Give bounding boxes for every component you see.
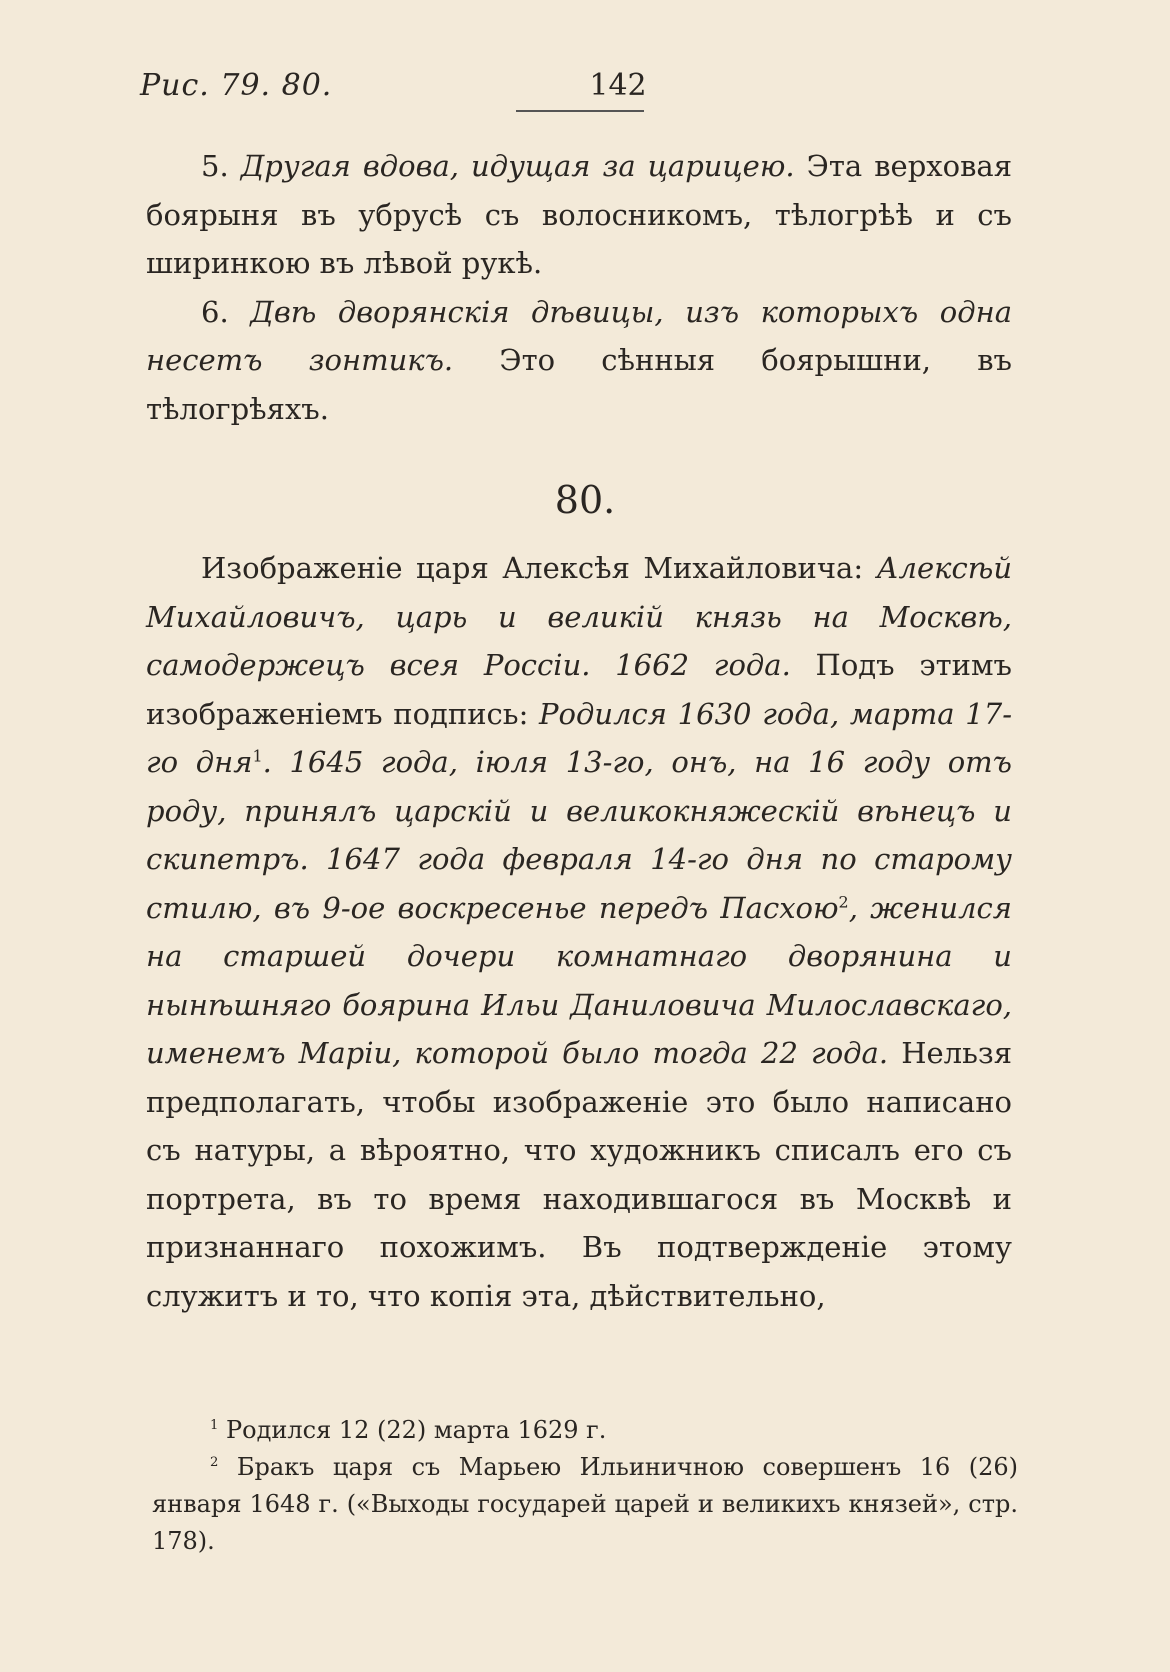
caption-text: Родился 1630 года, марта 17-го дня	[146, 696, 1012, 779]
item-number: 6.	[201, 294, 251, 329]
page-number: 142	[589, 68, 647, 103]
section-number: 80.	[554, 478, 616, 522]
item-number: 5.	[201, 149, 241, 183]
footnote-text: Родился 12 (22) марта 1629 г.	[218, 1416, 607, 1444]
item-text: Эта верховая боярыня въ убрусѣ съ волосникомъ, тѣлогрѣѣ и съ ширинкою въ лѣвой рукѣ.	[146, 149, 1012, 280]
list-item	[146, 142, 1012, 288]
text-run: Подъ этимъ изображеніемъ подпись:	[146, 648, 1012, 731]
item-caption: Двѣ дворянскія дѣвицы, изъ которыхъ одна несетъ зонтикъ.	[146, 294, 1013, 377]
caption-text: , женился на старшей дочери комнатнаго дворянина и нынѣшняго боярина Ильи Даниловича Милославскаго, именемъ Маріи, которой было тогда 22 года.	[146, 890, 1012, 1070]
caption-text: . 1645 года, іюля 13-го, онъ, на 16 году отъ роду, принялъ царскій и великокняжескій вѣнецъ и скипетръ. 1647 года февраля 14-го дня по старому стилю, въ 9-ое воскресенье передъ Пасхою	[146, 745, 1012, 925]
section-paragraph	[146, 544, 1012, 1320]
footnote-mark: 2	[210, 1455, 219, 1470]
footnote	[152, 1412, 1018, 1449]
commentary-text: Нельзя предполагать, чтобы изображеніе это было написано съ натуры, а вѣроятно, что художникъ списалъ его съ портрета, въ то время находившагося въ Москвѣ и признаннаго похожимъ. Въ подтвержденіе этому служитъ и то, что копія эта, дѣйствительно,	[146, 1036, 1012, 1313]
item-text: Это сѣнныя боярышни, въ тѣлогрѣяхъ.	[146, 343, 1012, 426]
page-header	[140, 68, 1020, 118]
footnote	[152, 1449, 1018, 1560]
item-list	[146, 142, 1012, 433]
footnote-mark: 1	[210, 1418, 219, 1433]
footnote-ref: 1	[252, 746, 263, 766]
footnote-text: Бракъ царя съ Марьею Ильиничною совершенъ 16 (26) января 1648 г. («Выходы государей царей и великихъ князей», стр. 178).	[152, 1453, 1018, 1555]
item-caption: Другая вдова, идущая за царицею.	[240, 149, 795, 183]
footnotes	[152, 1412, 1018, 1560]
figure-reference: Рис. 79. 80.	[140, 68, 333, 103]
footnote-ref: 2	[838, 891, 849, 911]
page-number-rule	[516, 110, 644, 112]
section-body	[146, 544, 1012, 1320]
text-run: Изображеніе царя Алексѣя Михайловича:	[201, 551, 877, 585]
list-item	[146, 288, 1012, 434]
inscription-text: Алексѣй Михайловичъ, царь и великій князь на Москвѣ, самодержецъ всея Россіи. 1662 года.	[146, 551, 1012, 682]
